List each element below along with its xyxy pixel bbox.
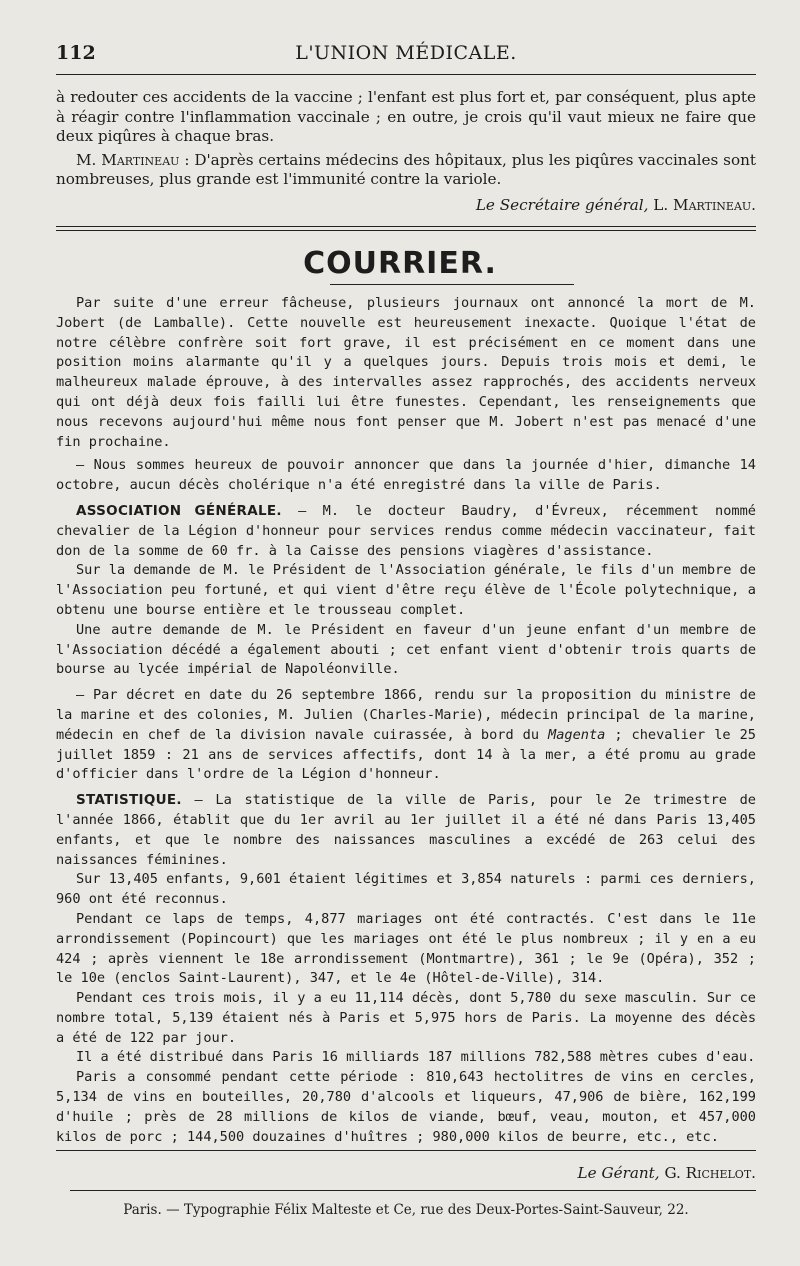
courrier-paragraph-8: Sur 13,405 enfants, 9,601 étaient légitimes et 3,854 naturels : parmi ces derniers, 960 ont été reconnus. xyxy=(56,871,756,908)
speaker-name: M. Martineau xyxy=(76,150,180,169)
section-title-underline xyxy=(330,284,574,285)
page-number: 112 xyxy=(56,42,96,64)
ship-name: Magenta xyxy=(548,726,606,743)
courrier-paragraph-10: Pendant ces trois mois, il y a eu 11,114 décès, dont 5,780 du sexe masculin. Sur ce nombre total, 5,139 étaient nés à Paris et 5,975 hors de Paris. La moyenne des décès a été de 122 par jour. xyxy=(56,990,756,1046)
journal-title: L'UNION MÉDICALE. xyxy=(295,42,517,64)
courrier-paragraph-2: — Nous sommes heureux de pouvoir annoncer que dans la journée d'hier, dimanche 14 octobre, aucun décès cholérique n'a été enregistré dans la ville de Paris. xyxy=(56,457,756,494)
courrier-paragraph-11: Il a été distribué dans Paris 16 milliards 187 millions 782,588 mètres cubes d'eau. xyxy=(76,1049,756,1066)
courrier-paragraph-1: Par suite d'une erreur fâcheuse, plusieurs journaux ont annoncé la mort de M. Jobert (de Lamballe). Cette nouvelle est heureusement inexacte. Quoique l'état de notre célèbre confrère soit fort grave, il est précisément en ce moment dans une position moins alarmante qu'il y a quelques jours. Depuis trois mois et demi, le malheureux malade éprouve, à des intervalles assez rapprochés, des accidents nerveux qui ont déjà deux fois failli lui être funestes. Cependant, les renseignements que nous recevons aujourd'hui même nous font penser que M. Jobert n'est pas menacé d'une fin prochaine. xyxy=(56,295,756,450)
intro-paragraph-2 xyxy=(56,151,756,190)
intro-block xyxy=(56,88,756,216)
statistique-heading: STATISTIQUE. xyxy=(76,792,182,809)
secretary-signature xyxy=(56,196,756,216)
courrier-paragraph-4: Sur la demande de M. le Président de l'Association générale, le fils d'un membre de l'Association peu fortuné, et qui vient d'être reçu élève de l'École polytechnique, a obtenu une bourse entière et le trousseau complet. xyxy=(56,562,756,618)
intro-paragraph-1: à redouter ces accidents de la vaccine ; l'enfant est plus fort et, par conséquent, plus apte à réagir contre l'inflammation vaccinale ; en outre, je crois qu'il vaut mieux ne faire que deux piqûres à chaque bras. xyxy=(56,88,756,146)
section-rule-top-2 xyxy=(56,230,756,231)
courrier-paragraph-7 xyxy=(56,791,756,870)
courrier-paragraph-3 xyxy=(56,502,756,561)
statistique-text: — La statistique de la ville de Paris, pour le 2e trimestre de l'année 1866, établit que du 1er avril au 1er juillet il a été né dans Paris 13,405 enfants, et que le nombre des naissances masculines a excédé de 263 celui des naissances féminines. xyxy=(56,792,756,868)
gerant-rule xyxy=(56,1150,756,1151)
gerant-name: G. Richelot. xyxy=(664,1164,756,1182)
gerant-role: Le Gérant, xyxy=(577,1164,660,1182)
decree-text-a: — Par décret en date du 26 septembre 1866, rendu sur la proposition du ministre de la marine et des colonies, M. Julien (Charles-Marie), médecin principal de la marine, médecin en chef de la division navale cuirassée, à bord du xyxy=(56,687,756,743)
gerant-signature xyxy=(56,1164,756,1184)
association-heading: ASSOCIATION GÉNÉRALE. xyxy=(76,502,282,519)
decree-text-b: ; chevalier le 25 juillet 1859 : 21 ans de services affectifs, dont 14 à la mer, a été promu au grade d'officier dans l'ordre de la Légion d'honneur. xyxy=(56,726,756,783)
signature-name: L. Martineau. xyxy=(653,195,756,214)
header-rule xyxy=(56,74,756,75)
page-header xyxy=(56,42,756,68)
courrier-paragraph-9: Pendant ce laps de temps, 4,877 mariages ont été contractés. C'est dans le 11e arrondissement (Popincourt) que les mariages ont été le plus nombreux ; il y en a eu 424 ; après viennent le 18e arrondissement (Montmartre), 361 ; le 9e (Opéra), 352 ; le 10e (enclos Saint-Laurent), 347, et le 4e (Hôtel-de-Ville), 314. xyxy=(56,910,756,987)
footer-rule xyxy=(70,1190,756,1191)
association-text: — M. le docteur Baudry, d'Évreux, récemment nommé chevalier de la Légion d'honneur pour services rendus comme médecin vaccinateur, fait don de la somme de 60 fr. à la Caisse des pensions viagères d'assistance. xyxy=(56,502,756,559)
section-title: COURRIER. xyxy=(303,246,497,281)
courrier-paragraph-6 xyxy=(56,686,756,785)
intro-paragraph-2-text: : D'après certains médecins des hôpitaux, plus les piqûres vaccinales sont nombreuses, plus grande est l'immunité contre la variole. xyxy=(56,150,757,189)
courrier-paragraph-5: Une autre demande de M. le Président en faveur d'un jeune enfant d'un membre de l'Association décédé a également abouti ; cet enfant vient d'obtenir trois quarts de bourse au lycée impérial de Napoléonville. xyxy=(56,621,756,678)
printer-imprint: Paris. — Typographie Félix Malteste et Ce, rue des Deux-Portes-Saint-Sauveur, 22. xyxy=(123,1202,689,1218)
courrier-block xyxy=(56,294,756,1147)
signature-role: Le Secrétaire général, xyxy=(475,195,649,214)
courrier-paragraph-12: Paris a consommé pendant cette période : 810,643 hectolitres de vins en cercles, 5,134 de vins en bouteilles, 20,780 d'alcools et liqueurs, 47,906 de bière, 162,199 d'huile ; près de 28 millions de kilos de viande, bœuf, veau, mouton, et 457,000 kilos de porc ; 144,500 douzaines d'huîtres ; 980,000 kilos de beurre, etc., etc. xyxy=(56,1069,756,1145)
section-rule-top xyxy=(56,226,756,227)
